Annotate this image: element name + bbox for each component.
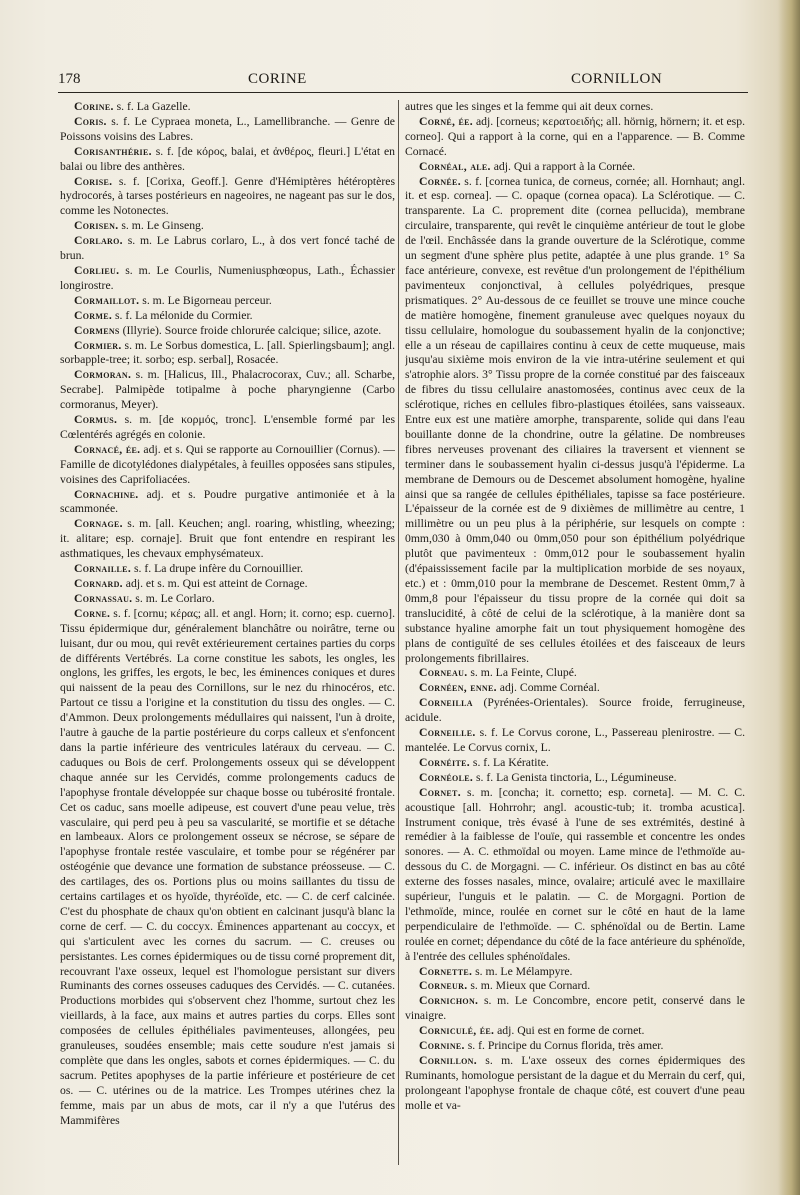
entry-headword: Corneille. bbox=[419, 726, 476, 740]
dictionary-entry bbox=[405, 1054, 745, 1114]
dictionary-entry bbox=[405, 979, 745, 994]
dictionary-entry bbox=[60, 294, 395, 309]
dictionary-entry bbox=[405, 994, 745, 1024]
page-number: 178 bbox=[58, 71, 81, 87]
entry-headword: Cornée. bbox=[419, 174, 461, 188]
entry-definition: s. f. Le Corvus corone, L., Passereau plenirostre. — C. mantelée. Le Corvus cornix, L. bbox=[405, 726, 745, 754]
entry-definition: s. f. [Corixa, Geoff.]. Genre d'Hémiptères hétéroptères hydrocorés, à tarses postérieurs en nageoires, ne nageant pas sur le dos, comme les Notonectes. bbox=[60, 174, 395, 218]
entry-headword: Cornéite. bbox=[419, 755, 470, 769]
entry-definition: s. f. Principe du Cornus florida, très amer. bbox=[464, 1039, 664, 1053]
dictionary-entry bbox=[405, 681, 745, 696]
right-column bbox=[405, 100, 745, 1170]
dictionary-entry bbox=[60, 145, 395, 175]
entry-headword: Corlaro. bbox=[74, 234, 123, 248]
dictionary-entry bbox=[405, 1039, 745, 1054]
running-head bbox=[58, 71, 748, 91]
entry-headword: Cornacé, ée. bbox=[74, 442, 141, 456]
entry-definition: s. m. L'axe osseux des cornes épidermiques des Ruminants, homologue persistant de la dague et du Merrain du cerf, qui, prolongeant l'apophyse frontale de chaque côté, est couvert d'une peau molle et va- bbox=[405, 1054, 745, 1112]
dictionary-entry bbox=[60, 234, 395, 264]
dictionary-entry bbox=[60, 115, 395, 145]
entry-headword: Cornassau. bbox=[74, 591, 133, 605]
entry-definition: s. f. La Kératite. bbox=[469, 755, 549, 769]
entry-headword: Cornine. bbox=[419, 1039, 465, 1053]
entry-definition: adj. et s. m. Qui est atteint de Cornage. bbox=[122, 577, 308, 590]
entry-headword: Cornage. bbox=[74, 517, 123, 531]
entry-headword: Cornard. bbox=[74, 577, 123, 590]
dictionary-entry bbox=[60, 324, 395, 339]
left-column bbox=[60, 100, 395, 1170]
entry-headword: Coris. bbox=[74, 114, 107, 128]
entry-headword: Corlieu. bbox=[74, 263, 120, 277]
entry-definition: (Illyrie). Source froide chlorurée calcique; silice, azote. bbox=[119, 323, 382, 337]
header-left-word: CORINE bbox=[248, 71, 307, 87]
entry-definition: s. f. [de κόρος, balai, et ἀνθέρος, fleuri.] L'état en balai ou libre des anthères. bbox=[60, 144, 395, 173]
entry-headword: Corne. bbox=[74, 606, 111, 620]
dictionary-entry bbox=[60, 339, 395, 369]
dictionary-entry bbox=[405, 756, 745, 771]
dictionary-entry bbox=[60, 264, 395, 294]
entry-definition: s. f. La mélonide du Cormier. bbox=[112, 308, 253, 322]
entry-definition: s. f. La Gazelle. bbox=[113, 100, 191, 113]
entry-definition: s. m. [de κορμός, tronc]. L'ensemble formé par les Cœlentérés agrégés en colonie. bbox=[60, 413, 395, 441]
entry-definition: s. f. La drupe infère du Cornouillier. bbox=[131, 562, 304, 576]
entry-headword: Cornéal, ale. bbox=[419, 159, 491, 173]
entry-headword: Cornéen, enne. bbox=[419, 681, 497, 695]
dictionary-entry bbox=[405, 771, 745, 786]
entry-definition: s. m. [all. Keuchen; angl. roaring, whistling, wheezing; it. alitare; esp. cornaje]. Bruit que font entendre en respirant les asthmatiques, les chevaux emphysémateux. bbox=[60, 517, 395, 561]
entry-definition: s. m. Le Concombre, encore petit, conservé dans le vinaigre. bbox=[405, 994, 745, 1023]
entry-definition: s. m. [Halicus, Ill., Phalacrocorax, Cuv.; all. Scharbe, Secrabe]. Palmipède totipalme à poche pharyngienne (Carbo cormoranus, Meyer). bbox=[60, 368, 395, 412]
entry-headword: Corme. bbox=[74, 308, 113, 322]
dictionary-entry bbox=[405, 100, 745, 115]
entry-definition: s. f. Le Cypraea moneta, L., Lamellibranche. — Genre de Poissons voisins des Labres. bbox=[60, 114, 395, 143]
dictionary-entry bbox=[405, 1024, 745, 1039]
entry-definition: (Pyrénées-Orientales). Source froide, ferrugineuse, acidule. bbox=[405, 696, 745, 725]
dictionary-entry bbox=[60, 592, 395, 607]
dictionary-entry bbox=[60, 368, 395, 413]
dictionary-entry bbox=[405, 160, 745, 175]
entry-definition: adj. [corneus; κερατοειδής; all. hörnig, hörnern; it. et esp. corneo]. Qui a rapport à la corne, qui en a l'apparence. — B. Comme Cornacé. bbox=[405, 114, 745, 158]
entry-headword: Corneilla bbox=[419, 696, 473, 710]
column-divider bbox=[398, 100, 399, 1165]
entry-headword: Cormier. bbox=[74, 338, 122, 352]
entry-headword: Cornachine. bbox=[74, 487, 139, 501]
entry-definition: autres que les singes et la femme qui ait deux cornes. bbox=[405, 100, 654, 113]
entry-definition: s. f. [cornea tunica, de corneus, cornée; all. Hornhaut; angl. it. et esp. cornea]. — C. opaque (cornea opaca). La Sclérotique. — C. transparente. La C. proprement dite (cornea pellucida), membrane circulaire, transparente, qui revêt le cinquième antérieur de tout le globe de l'œil. Enchâssée dans la grande ouverture de la Sclérotique, comme un segment d'une sphère plus petite, adaptée à une plus grande. 1° Sa face antérieure, convexe, est revêtue d'un prolongement de l'épithélium pavimenteux conjonctival, à cellules polyédriques, presque prismatiques. 2° Au-dessous de ce feuillet se trouve une mince couche de matière homogène, finement granuleuse avec quelques noyaux du tissu cellulaire, homologue du soubassement hyalin de la conjonctive; elle a un réseau de capillaires continu à ceux de cette muqueuse, mais jusqu'au sixième mois environ de la vie intra-utérine seulement et qui s'atrophie alors. 3° Tissu propre de la cornée constitué par des faisceaux de fibres du tissu cellulaire anastomosées, continus avec ceux de la sclérotique, riches en cellules fibro-plastiques étoilées, sans vaisseaux. Entre eux est une matière amorphe, transparente, solide qui dans l'eau bouillante donne de la chondrine, outre la gélatine. De nombreuses fibres nerveuses provenant des ciliaires la traversent et viennent se terminer dans le soubassement hyalin ci-dessus jusqu'à l'épiderme. La membrane de Demours ou de Descemet absolument homogène, hyaline ainsi que sa rangée de cellules épithéliales, tapisse sa face postérieure. L'épaisseur de la cornée est de 9 dixièmes de millimètre au centre, 1 millimètre ou un peu plus à la périphérie, sur lesquels on compte : 0mm,030 à 0mm,040 ou 0mm,050 pour son épithélium polyédrique plutôt que pavimenteux : 0mm,012 pour le soubassement hyalin (d'épaississement facile par la multiplication morbide de ses noyaux, etc.) et : 0mm,010 pour la membrane de Descemet. Restent 0mm,7 à 0mm,8 pour l'épaisseur du tissu propre de la cornée qui doit sa translucidité, à côté de celui de la sclérotique, à la manière dont sa substance hyaline amorphe fait un tout physiquement homogène des plans de contiguïté de ses cellules étoilées et des faisceaux de leurs prolongements fibrillaires. bbox=[405, 174, 745, 665]
entry-headword: Corneau. bbox=[419, 666, 468, 680]
dictionary-entry bbox=[60, 219, 395, 234]
entry-headword: Cormens bbox=[74, 323, 120, 337]
dictionary-entry bbox=[405, 786, 745, 965]
header-rule bbox=[58, 92, 748, 93]
dictionary-entry bbox=[60, 175, 395, 220]
entry-definition: s. m. Le Labrus corlaro, L., à dos vert foncé taché de brun. bbox=[60, 234, 395, 263]
entry-definition: s. m. Le Corlaro. bbox=[132, 591, 215, 605]
entry-definition: s. m. Le Bigorneau perceur. bbox=[139, 293, 272, 307]
entry-definition: adj. Comme Cornéal. bbox=[496, 681, 600, 695]
dictionary-entry bbox=[60, 413, 395, 443]
dictionary-entry bbox=[60, 488, 395, 518]
header-right-word: CORNILLON bbox=[571, 71, 663, 87]
entry-definition: adj. Qui est en forme de cornet. bbox=[494, 1024, 645, 1038]
entry-headword: Cormoran. bbox=[74, 368, 132, 382]
entry-headword: Cornette. bbox=[419, 964, 473, 978]
dictionary-entry bbox=[405, 175, 745, 667]
entry-headword: Corisen. bbox=[74, 219, 119, 233]
entry-headword: Cornet. bbox=[419, 785, 461, 799]
page-edge-shadow bbox=[778, 0, 800, 1195]
entry-headword: Corisanthérie. bbox=[74, 144, 152, 158]
entry-headword: Cornichon. bbox=[419, 994, 479, 1008]
entry-definition: s. m. Le Mélampyre. bbox=[472, 964, 573, 978]
dictionary-entry bbox=[405, 666, 745, 681]
entry-headword: Corise. bbox=[74, 174, 113, 188]
entry-headword: Corneur. bbox=[419, 979, 468, 993]
entry-definition: adj. Qui a rapport à la Cornée. bbox=[490, 159, 636, 173]
entry-definition: s. m. [concha; it. cornetto; esp. corneta]. — M. C. C. acoustique [all. Hohrrohr; angl. acoustic-tub; it. tromba acustica]. Instrument conique, très évasé à l'une de ses extrémités, destiné à remédier à la faiblesse de l'ouïe, qui rassemble et concentre les ondes sonores. — A. C. ethmoïdal ou moyen. Lame mince de l'ethmoïde au-dessous du C. de Morgagni. — C. inférieur. Os distinct en bas au côté externe des fosses nasales, mince, ovalaire; articulé avec le maxillaire supérieur, l'unguis et le palatin. — C. de Morgagni. Portion de l'ethmoïde, mince, roulée en cornet sur le côté en haut de la lame perpendiculaire de l'ethmoïde. — C. sphénoïdal ou de Bertin. Lame roulée en cornet; dépendance du côté de la face antérieure du sphénoïde, à l'entrée des cellules sphénoïdales. bbox=[405, 785, 745, 963]
entry-headword: Corniculé, ée. bbox=[419, 1024, 495, 1038]
entry-definition: s. f. La Genista tinctoria, L., Légumineuse. bbox=[473, 770, 677, 784]
dictionary-entry bbox=[60, 100, 395, 115]
dictionary-entry bbox=[60, 607, 395, 1129]
entry-definition: s. m. Le Courlis, Numeniusphœopus, Lath., Échassier longirostre. bbox=[60, 263, 395, 292]
entry-headword: Corine. bbox=[74, 100, 114, 113]
entry-definition: s. f. [cornu; κέρας; all. et angl. Horn; it. corno; esp. cuerno]. Tissu épidermique dur, généralement blanchâtre ou noirâtre, terne ou luisant, dur ou mou, qui revêt extérieurement certaines parties du corps de différents Vertébrés. La corne constitue les sabots, les ongles, les onglons, les griffes, les ergots, le bec, les éminences coniques et dures qui naissent de la peau des Cornillons, sur le nez du rhinocéros, etc. Partout ce tissu a l'origine et la constitution du tissu des ongles. — C. d'Ammon. Deux prolongements médullaires qui naissent, l'un à droite, l'autre à gauche de la partie postérieure du corps calleux et s'enfoncent dans la partie inférieure des ventricules latéraux du cerveau. — C. caduques ou Bois de cerf. Prolongements osseux qui se développent chaque année sur les Cervidés, comme prolongements caducs de l'apophyse frontale développée sur chaque bosse ou tubérosité frontale. Cet os caduc, sans moelle adipeuse, est couvert d'une peau velue, très vasculaire, qui perd peu à peu sa vascularité, se mortifie et se détache en lambeaux. Alors ce prolongement osseux se nécrose, se sépare de l'apophyse frontale restée vasculaire, et tombe pour se régénérer par ostéogénie que devance une formation de substance préosseuse. — C. des cartilages, des os. Portions plus ou moins saillantes du tissu de certains cartilages et os hyoïde, thyréoïde, etc. — C. de cerf calcinée. C'est du phosphate de chaux qu'on obtient en calcinant jusqu'à blanc la corne de cerf. — C. du coccyx. Éminences appartenant au coccyx, et qui s'articulent avec les cornes du sacrum. — C. creuses ou persistantes. Les cornes épidermiques ou de tissu corné proprement dit, recouvrant l'axe osseux, lequel est l'homologue persistant sur divers Ruminants des cornes osseuses caduques des Cervidés. — C. cutanées. Productions morbides qui s'observent chez l'homme, surtout chez les vieillards, à la face, aux mains et autres parties du corps. Elles sont composées de cellules épithéliales pavimenteuses, allongées, peu granuleuses, soudées ensemble; mais cette soudure n'est jamais si complète que dans les ongles, sabots et cornes épidermiques. — C. du sacrum. Petites apophyses de la partie inférieure et postérieure de cet os. — C. utérines ou de la matrice. Les Trompes utérines chez la femme, mais par un abus de mots, car il n'y a que l'utérus des Mammifères bbox=[60, 606, 395, 1127]
dictionary-entry bbox=[405, 965, 745, 980]
entry-headword: Cornaille. bbox=[74, 562, 132, 576]
dictionary-entry bbox=[60, 309, 395, 324]
dictionary-entry bbox=[60, 443, 395, 488]
entry-definition: s. m. Le Ginseng. bbox=[118, 219, 204, 233]
entry-headword: Cormaillot. bbox=[74, 293, 140, 307]
entry-definition: adj. et s. Poudre purgative antimoniée et à la scammonée. bbox=[60, 487, 395, 516]
entry-headword: Cornillon. bbox=[419, 1054, 477, 1067]
entry-definition: adj. et s. Qui se rapporte au Cornouillier (Cornus). — Famille de dicotylédones dialypétales, à feuilles opposées sans stipules, voisines des Caprifoliacées. bbox=[60, 442, 395, 486]
dictionary-entry bbox=[60, 577, 395, 592]
dictionary-entry bbox=[60, 517, 395, 562]
dictionary-entry bbox=[60, 562, 395, 577]
entry-definition: s. m. Mieux que Cornard. bbox=[467, 979, 591, 993]
entry-definition: s. m. La Feinte, Clupé. bbox=[467, 666, 577, 680]
entry-headword: Cormus. bbox=[74, 413, 118, 427]
dictionary-entry bbox=[405, 726, 745, 756]
entry-headword: Corné, ée. bbox=[419, 114, 474, 128]
entry-definition: s. m. Le Sorbus domestica, L. [all. Spierlingsbaum]; angl. sorbapple-tree; it. sorbo; esp. serbal], Rosacée. bbox=[60, 338, 395, 367]
entry-headword: Cornéole. bbox=[419, 770, 474, 784]
dictionary-entry bbox=[405, 696, 745, 726]
dictionary-entry bbox=[405, 115, 745, 160]
